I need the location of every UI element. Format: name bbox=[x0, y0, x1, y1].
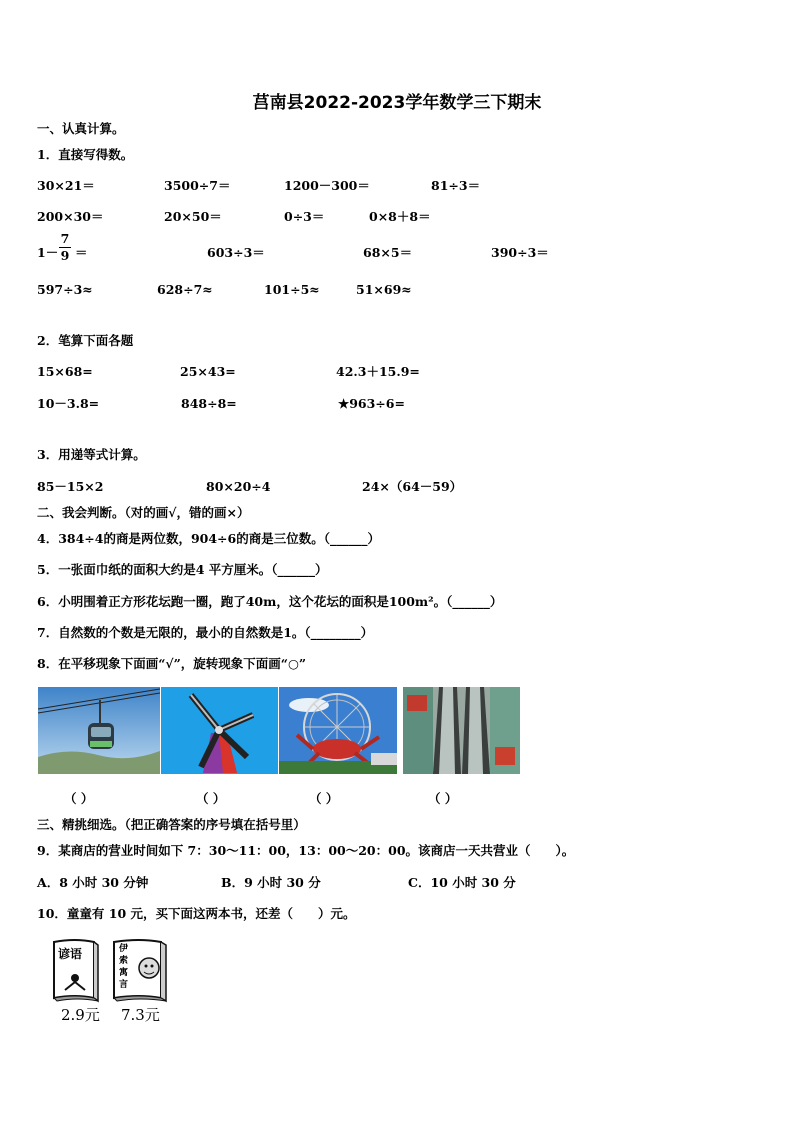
section-3-heading: 三、精挑细选。（把正确答案的序号填在括号里） bbox=[37, 817, 306, 832]
calc-item: 848÷8= bbox=[181, 396, 237, 411]
answer-blank[interactable]: （ ） bbox=[428, 791, 458, 806]
calc-item: 85－15×2 bbox=[37, 479, 104, 494]
calc-item: 603÷3＝ bbox=[207, 245, 265, 260]
page-title: 莒南县2022-2023学年数学三下期末 bbox=[252, 93, 542, 113]
book-proverbs bbox=[50, 938, 100, 1004]
answer-blank[interactable]: （ ） bbox=[64, 791, 94, 806]
calc-item: 81÷3＝ bbox=[431, 178, 481, 193]
calc-item: 101÷5≈ bbox=[264, 282, 320, 297]
calc-item: 3500÷7＝ bbox=[164, 178, 231, 193]
calc-item: 30×21＝ bbox=[37, 178, 95, 193]
calc-item: ★963÷6= bbox=[338, 396, 405, 411]
q2-label: 2．笔算下面各题 bbox=[37, 333, 134, 348]
book-aesop-title-2: 索 bbox=[119, 956, 129, 966]
calc-item: 597÷3≈ bbox=[37, 282, 93, 297]
book-aesop bbox=[111, 938, 169, 1004]
calc-item: 51×69≈ bbox=[356, 282, 412, 297]
question-5: 5．一张面巾纸的面积大约是4 平方厘米。（______） bbox=[37, 562, 328, 577]
calc-item: 24×（64－59） bbox=[362, 479, 463, 494]
book-aesop-price: 7.3元 bbox=[121, 1006, 160, 1024]
fraction-numerator: 7 bbox=[60, 231, 70, 246]
calc-item: 0÷3＝ bbox=[284, 209, 325, 224]
question-8: 8．在平移现象下面画“√”，旋转现象下面画“○” bbox=[37, 656, 307, 671]
ferris-wheel-picture bbox=[279, 687, 397, 774]
calc-item: 80×20÷4 bbox=[206, 479, 271, 494]
calc-item: 42.3＋15.9= bbox=[336, 364, 420, 379]
calc-item: 0×8＋8＝ bbox=[369, 209, 431, 224]
q1-label: 1．直接写得数。 bbox=[37, 147, 134, 162]
question-9: 9．某商店的营业时间如下 7：30～11：00，13：00～20：00。该商店一天共营业（ ）。 bbox=[37, 843, 575, 858]
book-aesop-title-3: 寓 bbox=[119, 968, 129, 978]
book-aesop-title-4: 言 bbox=[119, 980, 129, 990]
calc-item: 628÷7≈ bbox=[157, 282, 213, 297]
fraction bbox=[59, 232, 71, 263]
q9-option-c[interactable]: C．10 小时 30 分 bbox=[408, 875, 516, 890]
question-7: 7．自然数的个数是无限的，最小的自然数是1。（________） bbox=[37, 625, 374, 640]
calc-item: 390÷3＝ bbox=[491, 245, 549, 260]
calc-item: 10－3.8= bbox=[37, 396, 100, 411]
answer-blank[interactable]: （ ） bbox=[309, 791, 339, 806]
answer-blank[interactable]: （ ） bbox=[196, 791, 226, 806]
book-aesop-title-1: 伊 bbox=[119, 944, 129, 954]
calc-item: 15×68= bbox=[37, 364, 93, 379]
question-10: 10．童童有 10 元，买下面这两本书，还差（ ）元。 bbox=[37, 906, 356, 921]
book-proverbs-price: 2.9元 bbox=[61, 1006, 100, 1024]
calc-item: 68×5＝ bbox=[363, 245, 413, 260]
book-proverbs-title: 谚语 bbox=[58, 947, 83, 961]
q3-label: 3．用递等式计算。 bbox=[37, 447, 146, 462]
calc-item: 25×43= bbox=[180, 364, 236, 379]
calc-item: 200×30＝ bbox=[37, 209, 104, 224]
section-1-heading: 一、认真计算。 bbox=[37, 121, 125, 136]
calc-item-suffix: ＝ bbox=[75, 245, 88, 260]
section-2-heading: 二、我会判断。（对的画√，错的画×） bbox=[37, 505, 250, 520]
fraction-denominator: 9 bbox=[60, 248, 70, 263]
q9-option-a[interactable]: A．8 小时 30 分钟 bbox=[37, 875, 149, 890]
calc-item: 1200－300＝ bbox=[284, 178, 370, 193]
question-6: 6．小明围着正方形花坛跑一圈，跑了40m，这个花坛的面积是100m²。（______） bbox=[37, 594, 503, 609]
calc-item: 20×50＝ bbox=[164, 209, 222, 224]
calc-item-prefix: 1－ bbox=[37, 245, 59, 260]
windmill-picture bbox=[161, 687, 278, 774]
escalator-picture bbox=[403, 687, 520, 774]
cable-car-picture bbox=[38, 687, 160, 774]
q9-option-b[interactable]: B．9 小时 30 分 bbox=[221, 875, 321, 890]
question-4: 4．384÷4的商是两位数，904÷6的商是三位数。（______） bbox=[37, 531, 380, 546]
